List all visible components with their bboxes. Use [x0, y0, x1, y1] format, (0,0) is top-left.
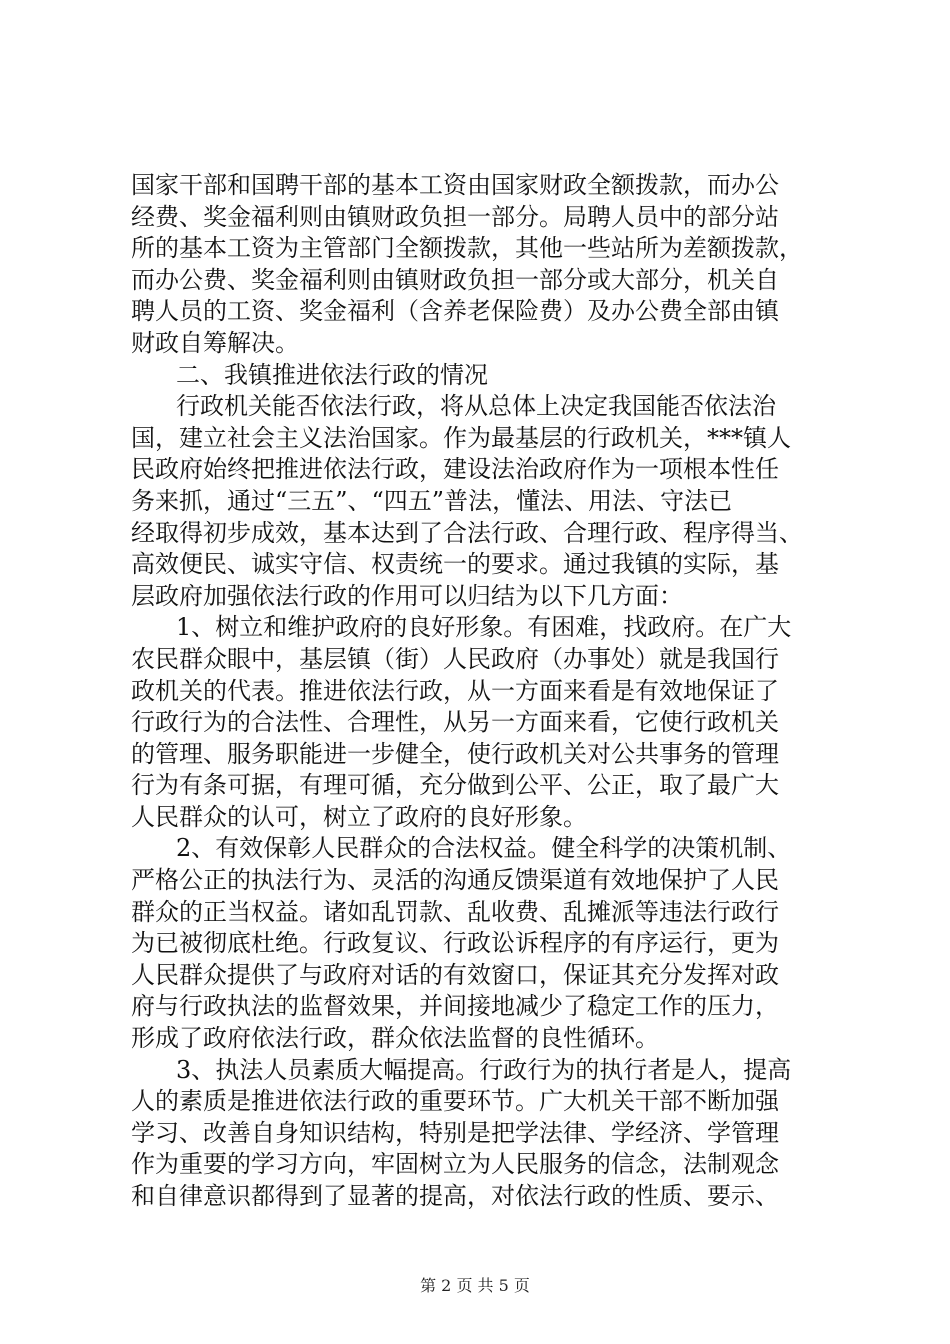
text-line: 作为重要的学习方向，牢固树立为人民服务的信念，法制观念 — [131, 1150, 779, 1179]
text-line: 经取得初步成效，基本达到了合法行政、合理行政、程序得当、 — [131, 518, 803, 547]
text-line: 2、有效保彰人民群众的合法权益。健全科学的决策机制、 — [176, 834, 792, 863]
text-line: 人民群众的认可，树立了政府的良好形象。 — [131, 802, 587, 831]
text-line: 3、执法人员素质大幅提高。行政行为的执行者是人，提高 — [176, 1055, 792, 1084]
text-line: 层政府加强依法行政的作用可以归结为以下几方面： — [131, 581, 683, 610]
text-line: 人民群众提供了与政府对话的有效窗口，保证其充分发挥对政 — [131, 960, 779, 989]
text-line: 务来抓，通过“三五”、“四五”普法，懂法、用法、守法已 — [131, 486, 733, 515]
text-line: 学习、改善自身知识结构，特别是把学法律、学经济、学管理 — [131, 1118, 779, 1147]
text-line: 而办公费、奖金福利则由镇财政负担一部分或大部分，机关自 — [131, 265, 779, 294]
document-body — [131, 170, 821, 1213]
text-line: 和自律意识都得到了显著的提高，对依法行政的性质、要示、 — [131, 1182, 779, 1210]
text-line: 行为有条可据，有理可循，充分做到公平、公正，取了最广大 — [131, 771, 779, 800]
text-line: 民政府始终把推进依法行政，建设法治政府作为一项根本性任 — [131, 455, 779, 484]
text-line: 形成了政府依法行政，群众依法监督的良性循环。 — [131, 1024, 659, 1053]
page-footer: 第 2 页 共 5 页 — [420, 1276, 530, 1295]
text-line: 农民群众眼中，基层镇（街）人民政府（办事处）就是我国行 — [131, 644, 779, 673]
text-line: 行政机关能否依法行政，将从总体上决定我国能否依法治 — [176, 392, 776, 421]
text-line: 政机关的代表。推进依法行政，从一方面来看是有效地保证了 — [131, 676, 779, 705]
text-line: 经费、奖金福利则由镇财政负担一部分。局聘人员中的部分站 — [131, 202, 779, 231]
text-line: 严格公正的执法行为、灵活的沟通反馈渠道有效地保护了人民 — [131, 866, 779, 895]
text-line: 聘人员的工资、奖金福利（含养老保险费）及办公费全部由镇 — [131, 297, 779, 326]
text-line: 国，建立社会主义法治国家。作为最基层的行政机关，***镇人 — [131, 423, 791, 452]
text-line: 高效便民、诚实守信、权责统一的要求。通过我镇的实际，基 — [131, 550, 779, 579]
text-line: 群众的正当权益。诸如乱罚款、乱收费、乱摊派等违法行政行 — [131, 897, 779, 926]
text-line: 的管理、服务职能进一步健全，使行政机关对公共事务的管理 — [131, 739, 779, 768]
text-line: 二、我镇推进依法行政的情况 — [176, 360, 488, 389]
text-line: 人的素质是推进依法行政的重要环节。广大机关干部不断加强 — [131, 1087, 779, 1116]
text-line: 1、树立和维护政府的良好形象。有困难，找政府。在广大 — [176, 613, 792, 642]
text-line: 府与行政执法的监督效果，并间接地减少了稳定工作的压力， — [131, 992, 779, 1021]
text-line: 财政自筹解决。 — [131, 328, 299, 357]
text-line: 所的基本工资为主管部门全额拨款，其他一些站所为差额拨款， — [131, 234, 803, 263]
text-line: 行政行为的合法性、合理性，从另一方面来看，它使行政机关 — [131, 708, 779, 737]
text-line: 国家干部和国聘干部的基本工资由国家财政全额拨款，而办公 — [131, 171, 779, 199]
text-line: 为已被彻底杜绝。行政复议、行政讼诉程序的有序运行，更为 — [131, 929, 779, 958]
